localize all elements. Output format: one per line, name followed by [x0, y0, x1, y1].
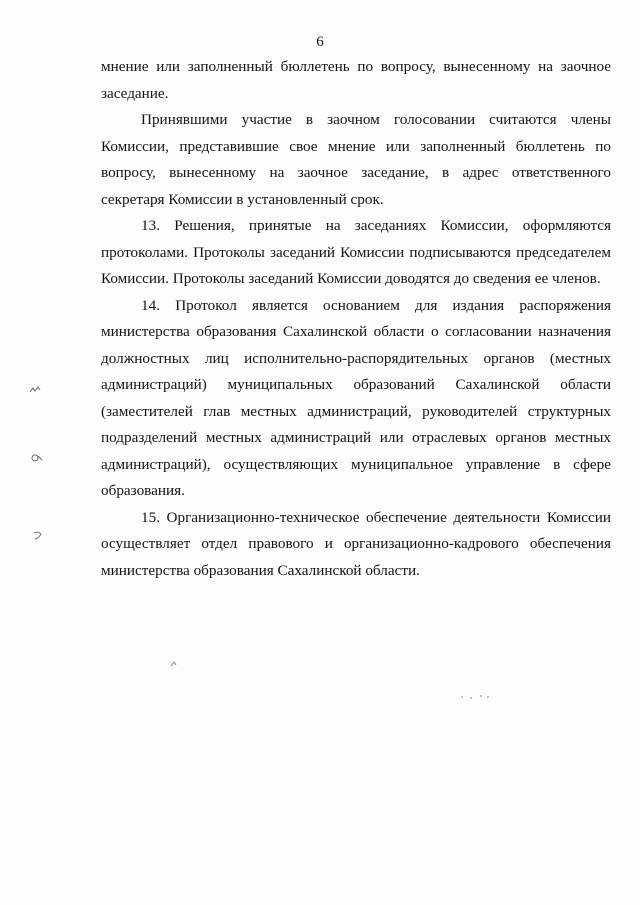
scan-speck [28, 384, 42, 396]
scan-speck [32, 530, 44, 542]
page-number: 6 [316, 34, 324, 50]
document-body [101, 54, 611, 584]
scan-speck [30, 452, 44, 464]
paragraph-15: 15. Организационно-техническое обеспечение деятельности Комиссии осуществляет отдел правового и организационно-кадрового обеспечения министерства образования Сахалинской области. [101, 508, 611, 579]
scan-speck [460, 694, 490, 700]
paragraph-participants: Принявшими участие в заочном голосовании считаются члены Комиссии, представившие свое мнение или заполненный бюллетень по вопросу, вынесенному на заочное заседание, в адрес ответственного секретаря Комиссии в установленный срок. [101, 111, 611, 208]
paragraph-14: 14. Протокол является основанием для издания распоряжения министерства образования Сахалинской области о согласовании назначения должностных лиц исполнительно-распорядительных органов (местных администраций) муниципальных образований Сахалинской области (заместителей глав местных администраций, руководителей структурных подразделений местных администраций или отраслевых органов местных администраций), осуществляющих муниципальное управление в сфере образования. [101, 296, 611, 499]
paragraph-continuation: мнение или заполненный бюллетень по вопросу, вынесенному на заочное заседание. [101, 58, 611, 102]
paragraph-13: 13. Решения, принятые на заседаниях Комиссии, оформляются протоколами. Протоколы заседаний Комиссии подписываются председателем Комиссии. Протоколы заседаний Комиссии доводятся до сведения ее членов. [101, 217, 611, 287]
scan-speck [170, 660, 178, 668]
